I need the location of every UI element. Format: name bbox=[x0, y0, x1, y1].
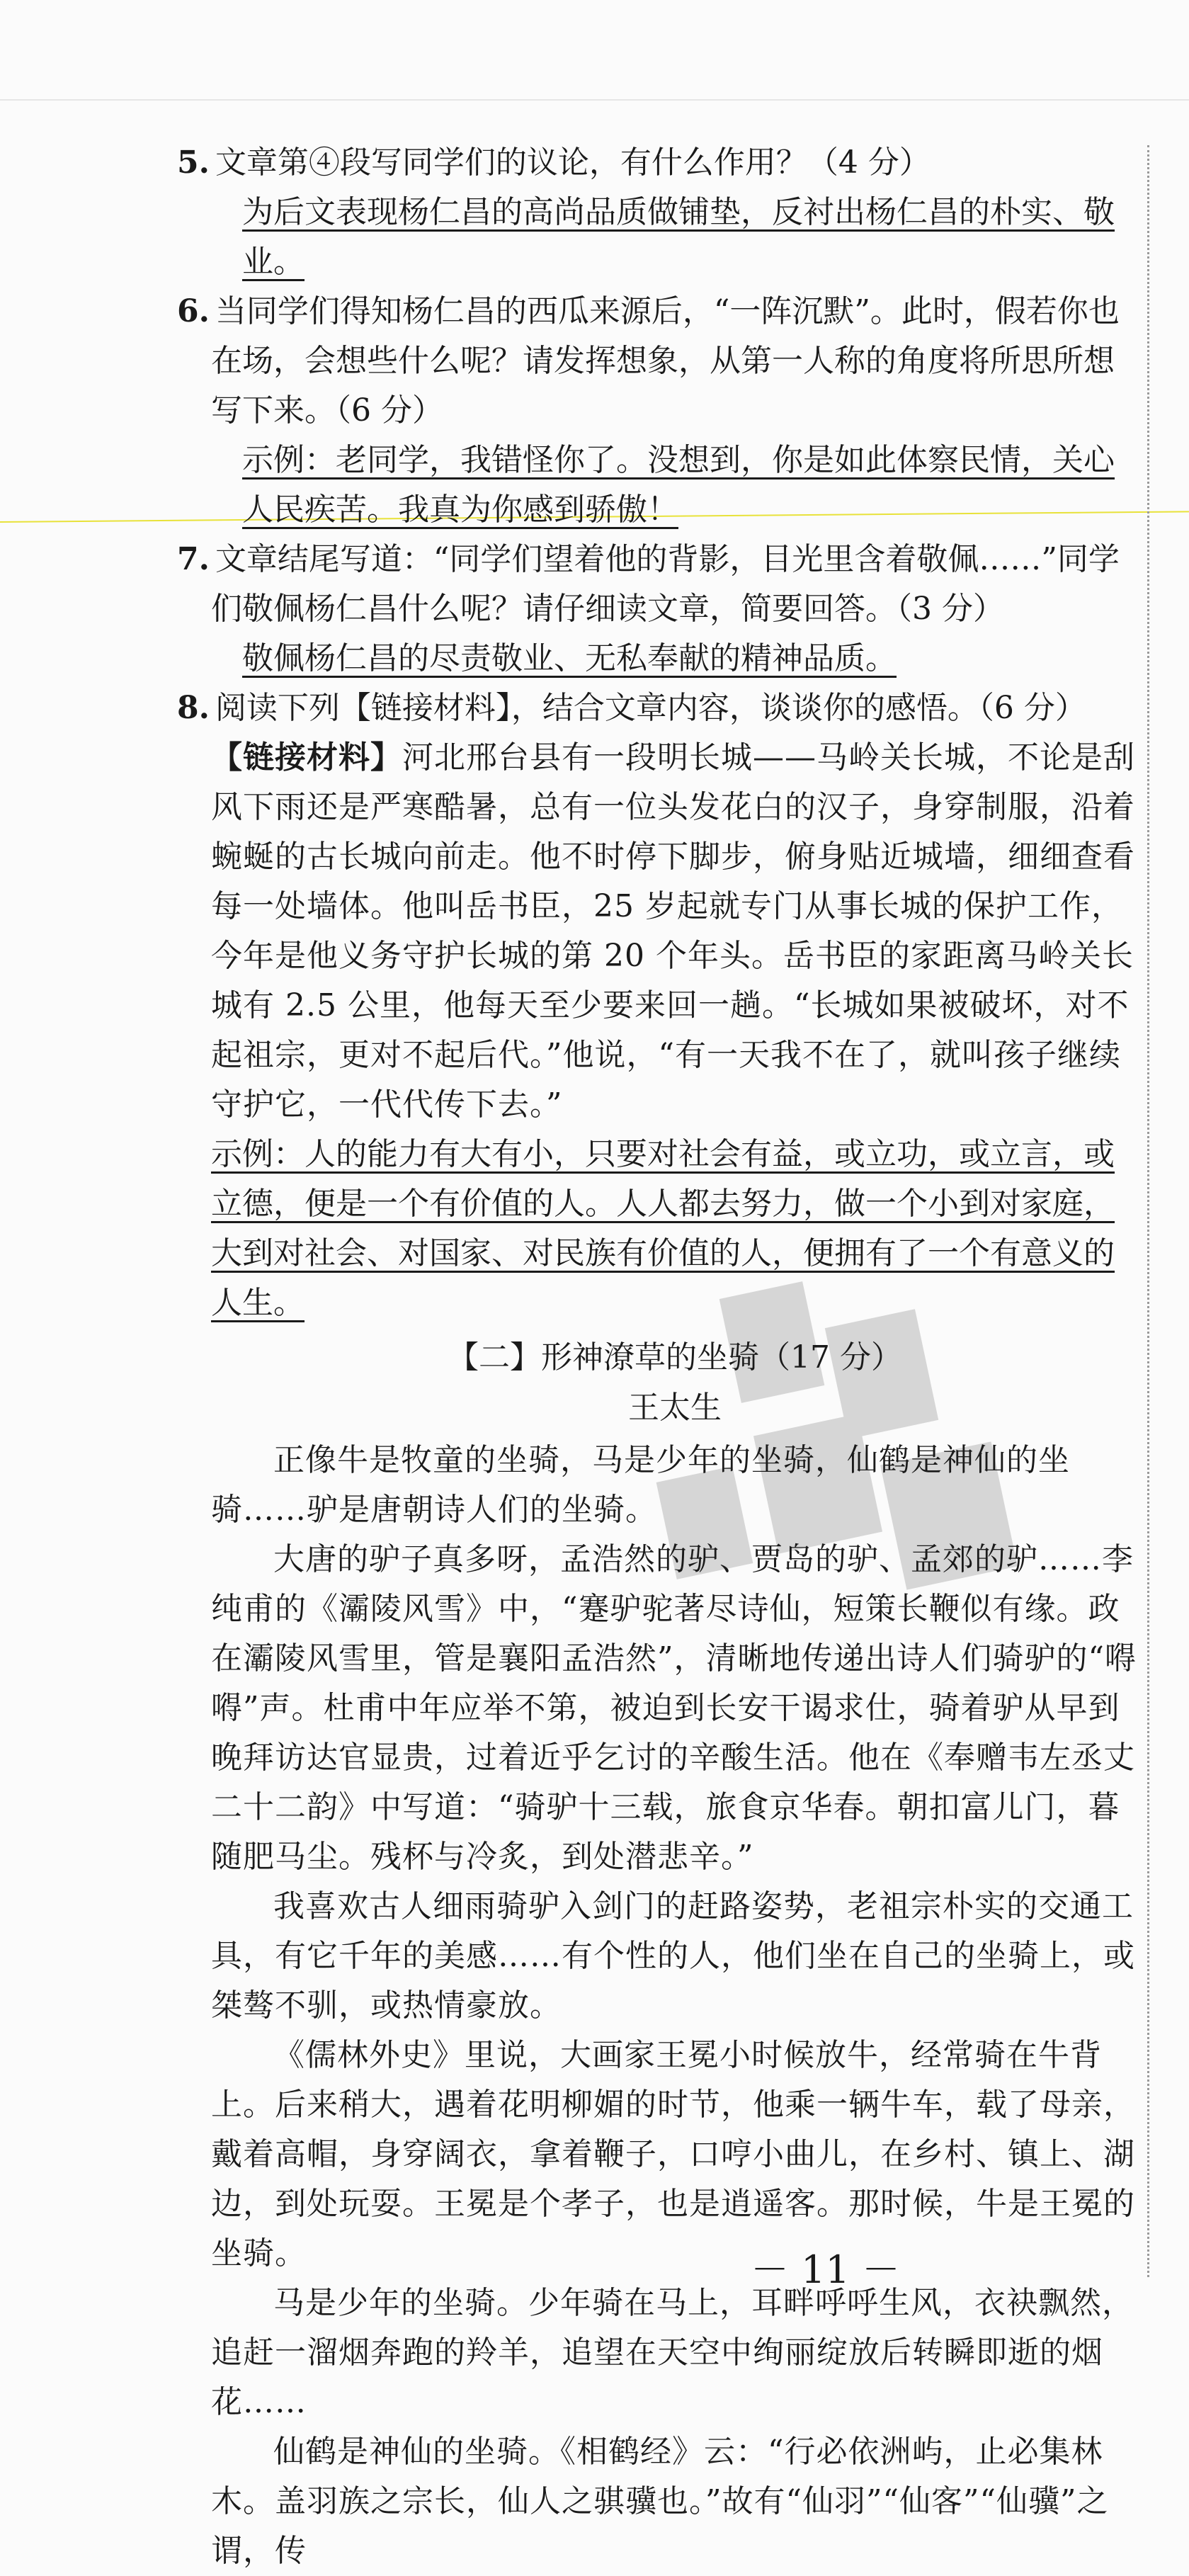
article-paragraph: 大唐的驴子真多呀，孟浩然的驴、贾岛的驴、孟郊的驴……李纯甫的《灞陵风雪》中，“蹇驴驼著尽诗仙，短策长鞭似有缘。政在灞陵风雪里，管是襄阳孟浩然”，清晰地传递出诗人们骑驴的“嘚嘚”声。杜甫中年应举不第，被迫到长安干谒求仕，骑着驴从早到晚拜访达官显贵，过着近乎乞讨的辛酸生活。他在《奉赠韦左丞丈二十二韵》中写道：“骑驴十三载，旅食京华春。朝扣富儿门，暮随肥马尘。残杯与冷炙，到处潜悲辛。” bbox=[211, 1541, 1137, 1875]
article-paragraph: 我喜欢古人细雨骑驴入剑门的赶路姿势，老祖宗朴实的交通工具，有它千年的美感……有个性的人，他们坐在自己的坐骑上，或桀骜不驯，或热情豪放。 bbox=[211, 1888, 1135, 2024]
section-score: （17 分） bbox=[759, 1339, 902, 1375]
question-text: 文章第④段写同学们的议论，有什么作用？（4 分） bbox=[215, 144, 931, 181]
question-7 bbox=[177, 535, 1139, 634]
question-number: 5. bbox=[177, 144, 210, 181]
question-number: 8. bbox=[177, 690, 210, 726]
section-title bbox=[211, 1332, 1139, 1383]
article-paragraph: 《儒林外史》里说，大画家王冕小时候放牛，经常骑在牛背上。后来稍大，遇着花明柳媚的时节，他乘一辆牛车，载了母亲，戴着高帽，身穿阔衣，拿着鞭子，口哼小曲儿，在乡村、镇上、湖边，到处玩耍。王冕是个孝子，也是逍遥客。那时候，牛是王冕的坐骑。 bbox=[211, 2037, 1135, 2271]
question-text: 文章结尾写道：“同学们望着他的背影，目光里含着敬佩……”同学们敬佩杨仁昌什么呢？请仔细读文章，简要回答。（3 分） bbox=[211, 541, 1120, 627]
answer-8 bbox=[211, 1130, 1139, 1328]
answer-text: 示例：人的能力有大有小，只要对社会有益，或立功，或立言，或立德，便是一个有价值的人。人人都去努力，做一个小到对家庭，大到对社会、对国家、对民族有价值的人，便拥有了一个有意义的人生。 bbox=[211, 1136, 1115, 1321]
material-tag: 【链接材料】 bbox=[211, 739, 402, 776]
answer-7 bbox=[211, 634, 1139, 683]
article-paragraph: 马是少年的坐骑。少年骑在马上，耳畔呼呼生风，衣袂飘然，追赶一溜烟奔跑的羚羊，追望在天空中绚丽绽放后转瞬即逝的烟花…… bbox=[211, 2285, 1134, 2420]
material-text: 河北邢台县有一段明长城——马岭关长城，不论是刮风下雨还是严寒酷暑，总有一位头发花白的汉子，身穿制服，沿着蜿蜒的古长城向前走。他不时停下脚步，俯身贴近城墙，细细查看每一处墙体。他叫岳书臣，25 岁起就专门从事长城的保护工作，今年是他义务守护长城的第 20 个年头。岳书臣的家距离马岭关长城有 2.5 公里，他每天至少要来回一趟。“长城如果被破坏，对不起祖宗，更对不起后代。”他说，“有一天我不在了，就叫孩子继续守护它，一代代传下去。” bbox=[211, 739, 1135, 1123]
question-6 bbox=[177, 287, 1139, 436]
article-paragraph: 正像牛是牧童的坐骑，马是少年的坐骑，仙鹤是神仙的坐骑……驴是唐朝诗人们的坐骑。 bbox=[211, 1442, 1070, 1528]
article-paragraph: 仙鹤是神仙的坐骑。《相鹤经》云：“行必依洲屿，止必集林木。盖羽族之宗长，仙人之骐骥也。”故有“仙羽”“仙客”“仙骥”之谓，传 bbox=[211, 2434, 1109, 2569]
answer-text: 为后文表现杨仁昌的高尚品质做铺垫，反衬出杨仁昌的朴实、敬业。 bbox=[242, 194, 1115, 280]
question-5 bbox=[177, 138, 1139, 188]
answer-text: 敬佩杨仁昌的尽责敬业、无私奉献的精神品质。 bbox=[242, 640, 897, 676]
page-number: － 11 － bbox=[751, 2247, 901, 2292]
column-dotted-divider bbox=[1147, 145, 1149, 2277]
answer-6 bbox=[211, 436, 1139, 535]
question-text: 当同学们得知杨仁昌的西瓜来源后，“一阵沉默”。此时，假若你也在场，会想些什么呢？请发挥想象，从第一人称的角度将所思所想写下来。（6 分） bbox=[211, 293, 1120, 429]
article-author: 王太生 bbox=[628, 1390, 722, 1426]
answer-text: 示例：老同学，我错怪你了。没想到，你是如此体察民情，关心人民疾苦。我真为你感到骄傲！ bbox=[242, 442, 1115, 528]
section-title-text: 【二】形神潦草的坐骑 bbox=[448, 1339, 759, 1375]
question-number: 6. bbox=[177, 293, 210, 329]
answer-5 bbox=[211, 188, 1139, 287]
link-material bbox=[211, 733, 1139, 1130]
question-text: 阅读下列【链接材料】，结合文章内容，谈谈你的感悟。（6 分） bbox=[215, 690, 1086, 726]
question-8 bbox=[177, 683, 1139, 733]
page-content bbox=[177, 138, 1139, 2576]
question-number: 7. bbox=[177, 541, 210, 577]
top-divider bbox=[0, 99, 1189, 101]
